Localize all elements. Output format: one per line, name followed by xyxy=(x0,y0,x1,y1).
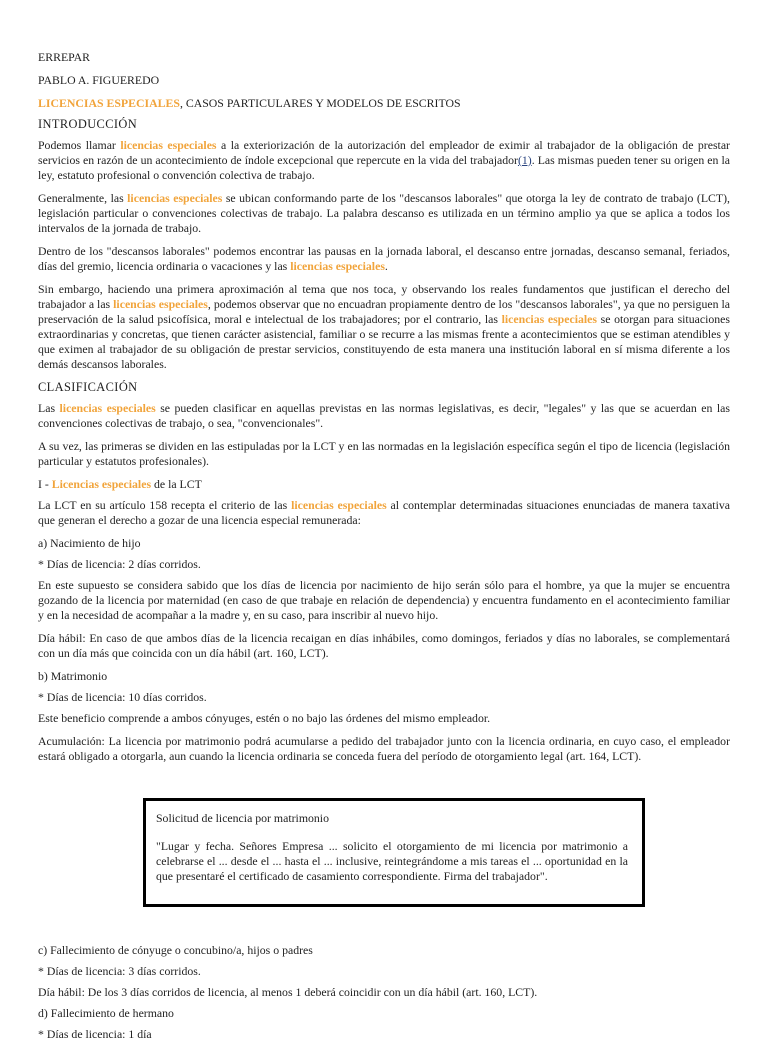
highlight-term: LICENCIAS ESPECIALES xyxy=(38,96,180,110)
highlight-term: licencias especiales xyxy=(120,138,217,152)
item-c-dias xyxy=(38,964,730,979)
text-run: se pueden clasificar en aquellas previstas en las normas legislativas, es decir, "legales" y las que se acuerdan en las convenciones colectivas de trabajo, o sea, "convencionales". xyxy=(38,401,731,430)
section-heading-clasificacion xyxy=(38,380,730,395)
paragraph-7 xyxy=(38,498,730,528)
highlight-term: licencias especiales xyxy=(113,297,208,311)
box-title: Solicitud de licencia por matrimonio xyxy=(156,811,329,825)
highlight-term: Licencias especiales xyxy=(51,477,152,491)
text-run: Sin embargo, haciendo una primera aproximación al tema que nos toca, y observando los reales fundamentos que justifican el derecho del trabajador a las xyxy=(38,282,730,311)
text-run: c) Fallecimiento de cónyuge o concubino/a, hijos o padres xyxy=(38,943,313,957)
model-letter-box xyxy=(143,798,645,907)
text-run: a la exteriorización de la autorización del empleador de eximir al trabajador de la obligación de prestar servicios en razón de un acontecimiento de índole excepcional que repercute en la vida del trabajador xyxy=(38,138,730,167)
text-run: . xyxy=(384,259,388,273)
text-run: se ubican conformando parte de los "descansos laborales" que otorga la ley de contrato de trabajo (LCT), legislación particular o convenciones colectivas de trabajo. La palabra descanso es utilizada en un término amplio ya que se aplica a todos los intervalos de la jornada de trabajo. xyxy=(38,191,731,235)
item-c-habil xyxy=(38,985,730,1000)
section-heading-introduccion xyxy=(38,117,730,132)
item-b-matrimonio xyxy=(38,669,730,684)
text-run: ERREPAR xyxy=(38,50,91,64)
footnote-link-1[interactable]: (1) xyxy=(517,153,532,167)
item-a-nacimiento xyxy=(38,536,730,551)
text-run: * Días de licencia: 2 días corridos. xyxy=(38,557,201,571)
text-run: I - xyxy=(38,477,52,491)
highlight-term: licencias especiales xyxy=(59,401,156,415)
paragraph-6 xyxy=(38,439,730,469)
paragraph-5 xyxy=(38,401,730,431)
highlight-term: licencias especiales xyxy=(290,259,385,273)
text-run: Acumulación: La licencia por matrimonio podrá acumularse a pedido del trabajador junto con la licencia ordinaria, en cuyo caso, el empleador estará obligado a otorgarla, aun cuando la licencia ordinaria se conceda fuera del período de otorgamiento legal (art. 164, LCT). xyxy=(38,734,730,763)
text-run: En este supuesto se considera sabido que los días de licencia por nacimiento de hijo serán sólo para el hombre, ya que la mujer se encuentra gozando de la licencia por maternidad (en caso de que trabaje en relación de dependencia) y encuentra fundamento en el acontecimiento familiar y en la necesidad de acompañar a la madre y, en su caso, para inscribir al nuevo hijo. xyxy=(38,578,730,622)
highlight-term: licencias especiales xyxy=(127,191,223,205)
paragraph-11 xyxy=(38,734,730,764)
text-run: de la LCT xyxy=(151,477,202,491)
text-run: Día hábil: De los 3 días corridos de licencia, al menos 1 deberá coincidir con un día hábil (art. 160, LCT). xyxy=(38,985,538,999)
item-a-dias xyxy=(38,557,730,572)
box-body: "Lugar y fecha. Señores Empresa ... solicito el otorgamiento de mi licencia por matrimonio a celebrarse el ... desde el ... hasta el ... inclusive, reintegrándome a mis tareas el ... oportunidad en la que presentaré el certificado de casamiento correspondiente. Firma del trabajador". xyxy=(156,839,628,883)
text-run: Este beneficio comprende a ambos cónyuges, estén o no bajo las órdenes del mismo empleador. xyxy=(38,711,491,725)
text-run: * Días de licencia: 3 días corridos. xyxy=(38,964,201,978)
text-run: a) Nacimiento de hijo xyxy=(38,536,141,550)
text-run: . Las mismas pueden tener su origen en la ley, estatuto profesional o convención colectiva de trabajo. xyxy=(38,153,730,182)
item-d-dias xyxy=(38,1027,730,1042)
text-run: d) Fallecimiento de hermano xyxy=(38,1006,174,1020)
text-run: * Días de licencia: 1 día xyxy=(38,1027,152,1041)
paragraph-4 xyxy=(38,282,730,372)
paragraph-8 xyxy=(38,578,730,623)
text-run: Día hábil: En caso de que ambos días de la licencia recaigan en días inhábiles, como domingos, feriados y días no laborales, se complementará con un día más que coincida con un día hábil (art. 160, LCT). xyxy=(38,631,730,660)
text-run: La LCT en su artículo 158 recepta el criterio de las xyxy=(38,498,292,512)
item-d-fallecimiento xyxy=(38,1006,730,1021)
text-run: * Días de licencia: 10 días corridos. xyxy=(38,690,207,704)
paragraph-2 xyxy=(38,191,730,236)
text-run: Podemos llamar xyxy=(38,138,121,152)
paragraph-10 xyxy=(38,711,730,726)
item-b-dias xyxy=(38,690,730,705)
author-line xyxy=(38,73,730,88)
text-run: Generalmente, las xyxy=(38,191,128,205)
text-run: , CASOS PARTICULARES Y MODELOS DE ESCRITOS xyxy=(179,96,461,110)
text-run: se otorgan para situaciones extraordinarias y concretas, que tienen carácter asistencial, familiar o se recurre a las mismas frente a acontecimientos que se estiman atendibles y que eximen al trabajador de su obligación de prestar servicios, constituyendo de esta manera una institución laboral en sí misma diferente a los demás descansos laborales. xyxy=(38,312,730,371)
text-run: , podemos observar que no encuadran propiamente dentro de los "descansos laborales", ya que no persiguen la preservación de la salud psicofísica, moral e intelectual de los trabajadores; por el contrario, las xyxy=(38,297,730,326)
text-run: PABLO A. FIGUEREDO xyxy=(38,73,160,87)
text-run: Dentro de los "descansos laborales" podemos encontrar las pausas en la jornada laboral, el descanso entre jornadas, descanso semanal, feriados, días del gremio, licencia ordinaria o vacaciones y las xyxy=(38,244,730,273)
text-run: A su vez, las primeras se dividen en las estipuladas por la LCT y en las normadas en la legislación específica según el tipo de licencia (legislación particular y estatutos profesionales). xyxy=(38,439,730,468)
paragraph-9 xyxy=(38,631,730,661)
text-run: al contemplar determinadas situaciones enunciadas de manera taxativa que generan el derecho a gozar de una licencia especial remunerada: xyxy=(38,498,730,527)
publisher-line xyxy=(38,50,730,65)
text-run: CLASIFICACIÓN xyxy=(38,380,138,394)
text-run: INTRODUCCIÓN xyxy=(38,117,138,131)
highlight-term: licencias especiales xyxy=(291,498,387,512)
item-c-fallecimiento xyxy=(38,943,730,958)
subsection-heading-1 xyxy=(38,477,730,492)
paragraph-3 xyxy=(38,244,730,274)
paragraph-1 xyxy=(38,138,730,183)
highlight-term: licencias especiales xyxy=(501,312,597,326)
text-run: b) Matrimonio xyxy=(38,669,108,683)
document-content xyxy=(38,50,730,1042)
text-run: Las xyxy=(38,401,60,415)
document-title xyxy=(38,96,730,111)
